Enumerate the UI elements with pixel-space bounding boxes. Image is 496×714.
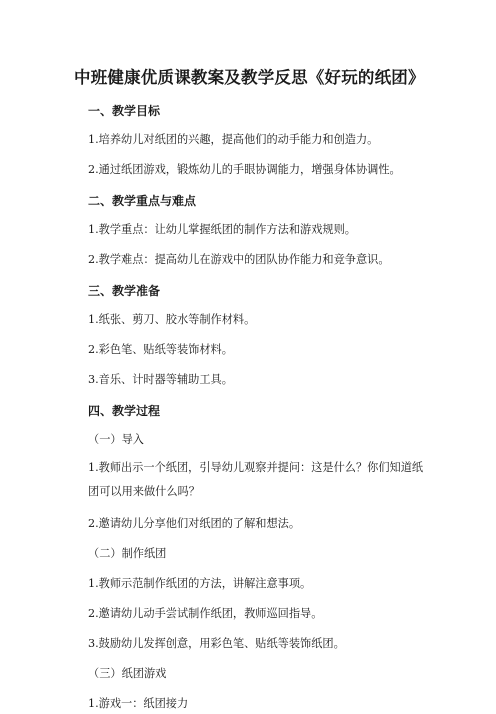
section-goals	[88, 102, 436, 180]
paragraph: 2.彩色笔、贴纸等装饰材料。	[88, 343, 233, 356]
paragraph: 1.游戏一：纸团接力	[88, 697, 189, 710]
paragraph: 1.教师出示一个纸团，引导幼儿观察并提问：这是什么？你们知道纸团可以用来做什么吗？	[88, 461, 424, 498]
section-process	[88, 402, 436, 714]
section-heading: 四、教学过程	[88, 404, 161, 418]
section-heading: 二、教学重点与难点	[88, 194, 197, 208]
paragraph: 3.音乐、计时器等辅助工具。	[88, 373, 233, 386]
section-heading: 三、教学准备	[88, 284, 161, 298]
paragraph: 1.培养幼儿对纸团的兴趣，提高他们的动手能力和创造力。	[88, 133, 379, 146]
subsection-label: （三）纸团游戏	[88, 667, 167, 680]
section-key-points	[88, 192, 436, 270]
paragraph: 2.邀请幼儿动手尝试制作纸团，教师巡回指导。	[88, 607, 323, 620]
subsection-label: （二）制作纸团	[88, 547, 167, 560]
section-preparation	[88, 282, 436, 390]
subsection-label: （一）导入	[88, 433, 144, 446]
paragraph: 3.鼓励幼儿发挥创意，用彩色笔、贴纸等装饰纸团。	[88, 637, 345, 650]
paragraph: 1.教学重点：让幼儿掌握纸团的制作方法和游戏规则。	[88, 223, 356, 236]
paragraph: 2.教学难点：提高幼儿在游戏中的团队协作能力和竞争意识。	[88, 253, 390, 266]
paragraph: 1.纸张、剪刀、胶水等制作材料。	[88, 313, 256, 326]
paragraph: 1.教师示范制作纸团的方法，讲解注意事项。	[88, 577, 312, 590]
paragraph: 2.通过纸团游戏，锻炼幼儿的手眼协调能力，增强身体协调性。	[88, 163, 401, 176]
paragraph: 2.邀请幼儿分享他们对纸团的了解和想法。	[88, 517, 301, 530]
section-heading: 一、教学目标	[88, 104, 161, 118]
document-title: 中班健康优质课教案及教学反思《好玩的纸团》	[74, 68, 425, 87]
